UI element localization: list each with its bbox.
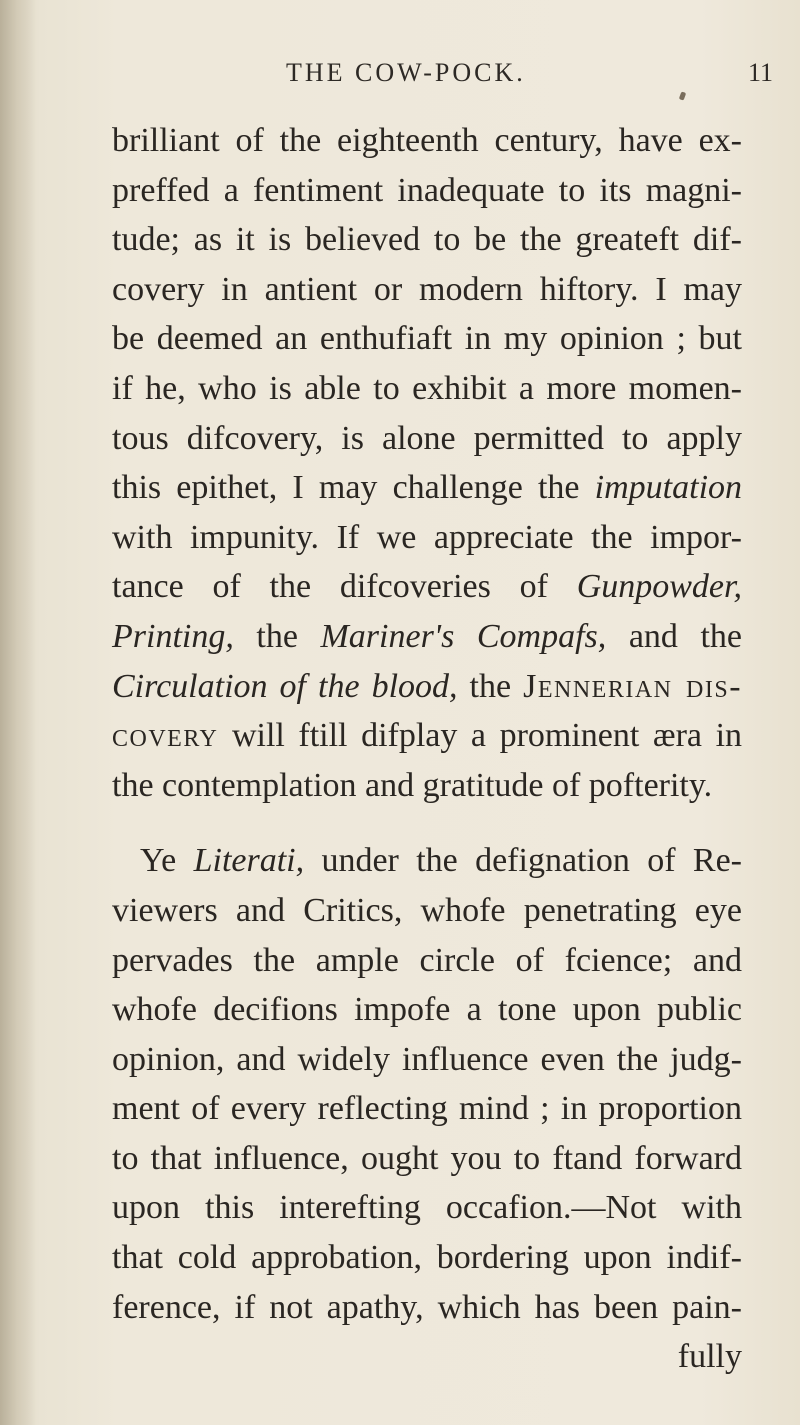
text-line: covery will ftill difplay a prominent æra in bbox=[112, 717, 743, 755]
text-line: this epithet, I may challenge the imputation bbox=[112, 469, 743, 507]
italic-word: imputation bbox=[594, 469, 743, 507]
body-text bbox=[112, 116, 742, 1382]
text-line: covery in antient or modern hiftory. I may bbox=[112, 270, 742, 308]
text-line: ment of every reflecting mind ; in proportion bbox=[112, 1090, 742, 1128]
text-line: tous difcovery, is alone permitted to apply bbox=[112, 419, 742, 457]
paragraph-gap bbox=[112, 810, 742, 836]
italic-word: Gunpowder, bbox=[576, 568, 742, 606]
text-line: pervades the ample circle of fcience; and bbox=[112, 941, 742, 979]
text-line: opinion, and widely influence even the judg- bbox=[112, 1040, 742, 1078]
binding-shadow bbox=[0, 0, 36, 1425]
italic-word: Mariner's Compafs, bbox=[320, 617, 607, 655]
italic-word: Literati, bbox=[193, 842, 305, 880]
text-line: Printing, the Mariner's Compafs, and the bbox=[112, 617, 742, 655]
text-line: the contemplation and gratitude of pofterity. bbox=[112, 766, 713, 804]
ink-mark bbox=[679, 91, 686, 100]
running-title: THE COW-POCK. bbox=[286, 58, 526, 87]
text-line: brilliant of the eighteenth century, have ex- bbox=[112, 122, 742, 159]
text-line: tude; as it is believed to be the greateft dif- bbox=[112, 221, 742, 259]
text-line: Circulation of the blood, the Jennerian dis- bbox=[112, 667, 743, 705]
text-line: if he, who is able to exhibit a more momen- bbox=[112, 369, 742, 407]
running-head bbox=[0, 58, 800, 98]
text-line: be deemed an enthufiaft in my opinion ; but bbox=[112, 320, 742, 358]
text-line: viewers and Critics, whofe penetrating eye bbox=[112, 891, 742, 929]
text-line: to that influence, ought you to ftand forward bbox=[112, 1139, 742, 1177]
text-line: ference, if not apathy, which has been pain- bbox=[112, 1288, 742, 1326]
small-caps-word: Jennerian dis- bbox=[523, 667, 743, 705]
text-line: preffed a fentiment inadequate to its magni- bbox=[112, 171, 742, 209]
catchword: fully bbox=[677, 1338, 742, 1376]
page-number: 11 bbox=[748, 58, 774, 87]
text-line: tance of the difcoveries of Gunpowder, bbox=[112, 568, 742, 606]
text-line: upon this interefting occafion.—Not with bbox=[112, 1189, 742, 1227]
italic-word: Printing, bbox=[112, 617, 234, 655]
text-line: with impunity. If we appreciate the impor- bbox=[112, 518, 742, 556]
text-line: that cold approbation, bordering upon indif- bbox=[112, 1239, 742, 1277]
text-line: whofe decifions impofe a tone upon public bbox=[112, 991, 742, 1029]
small-caps-word: covery bbox=[112, 717, 219, 755]
italic-word: Circulation of the blood, bbox=[112, 667, 458, 705]
text-line: Ye Literati, under the defignation of Re- bbox=[140, 842, 743, 880]
